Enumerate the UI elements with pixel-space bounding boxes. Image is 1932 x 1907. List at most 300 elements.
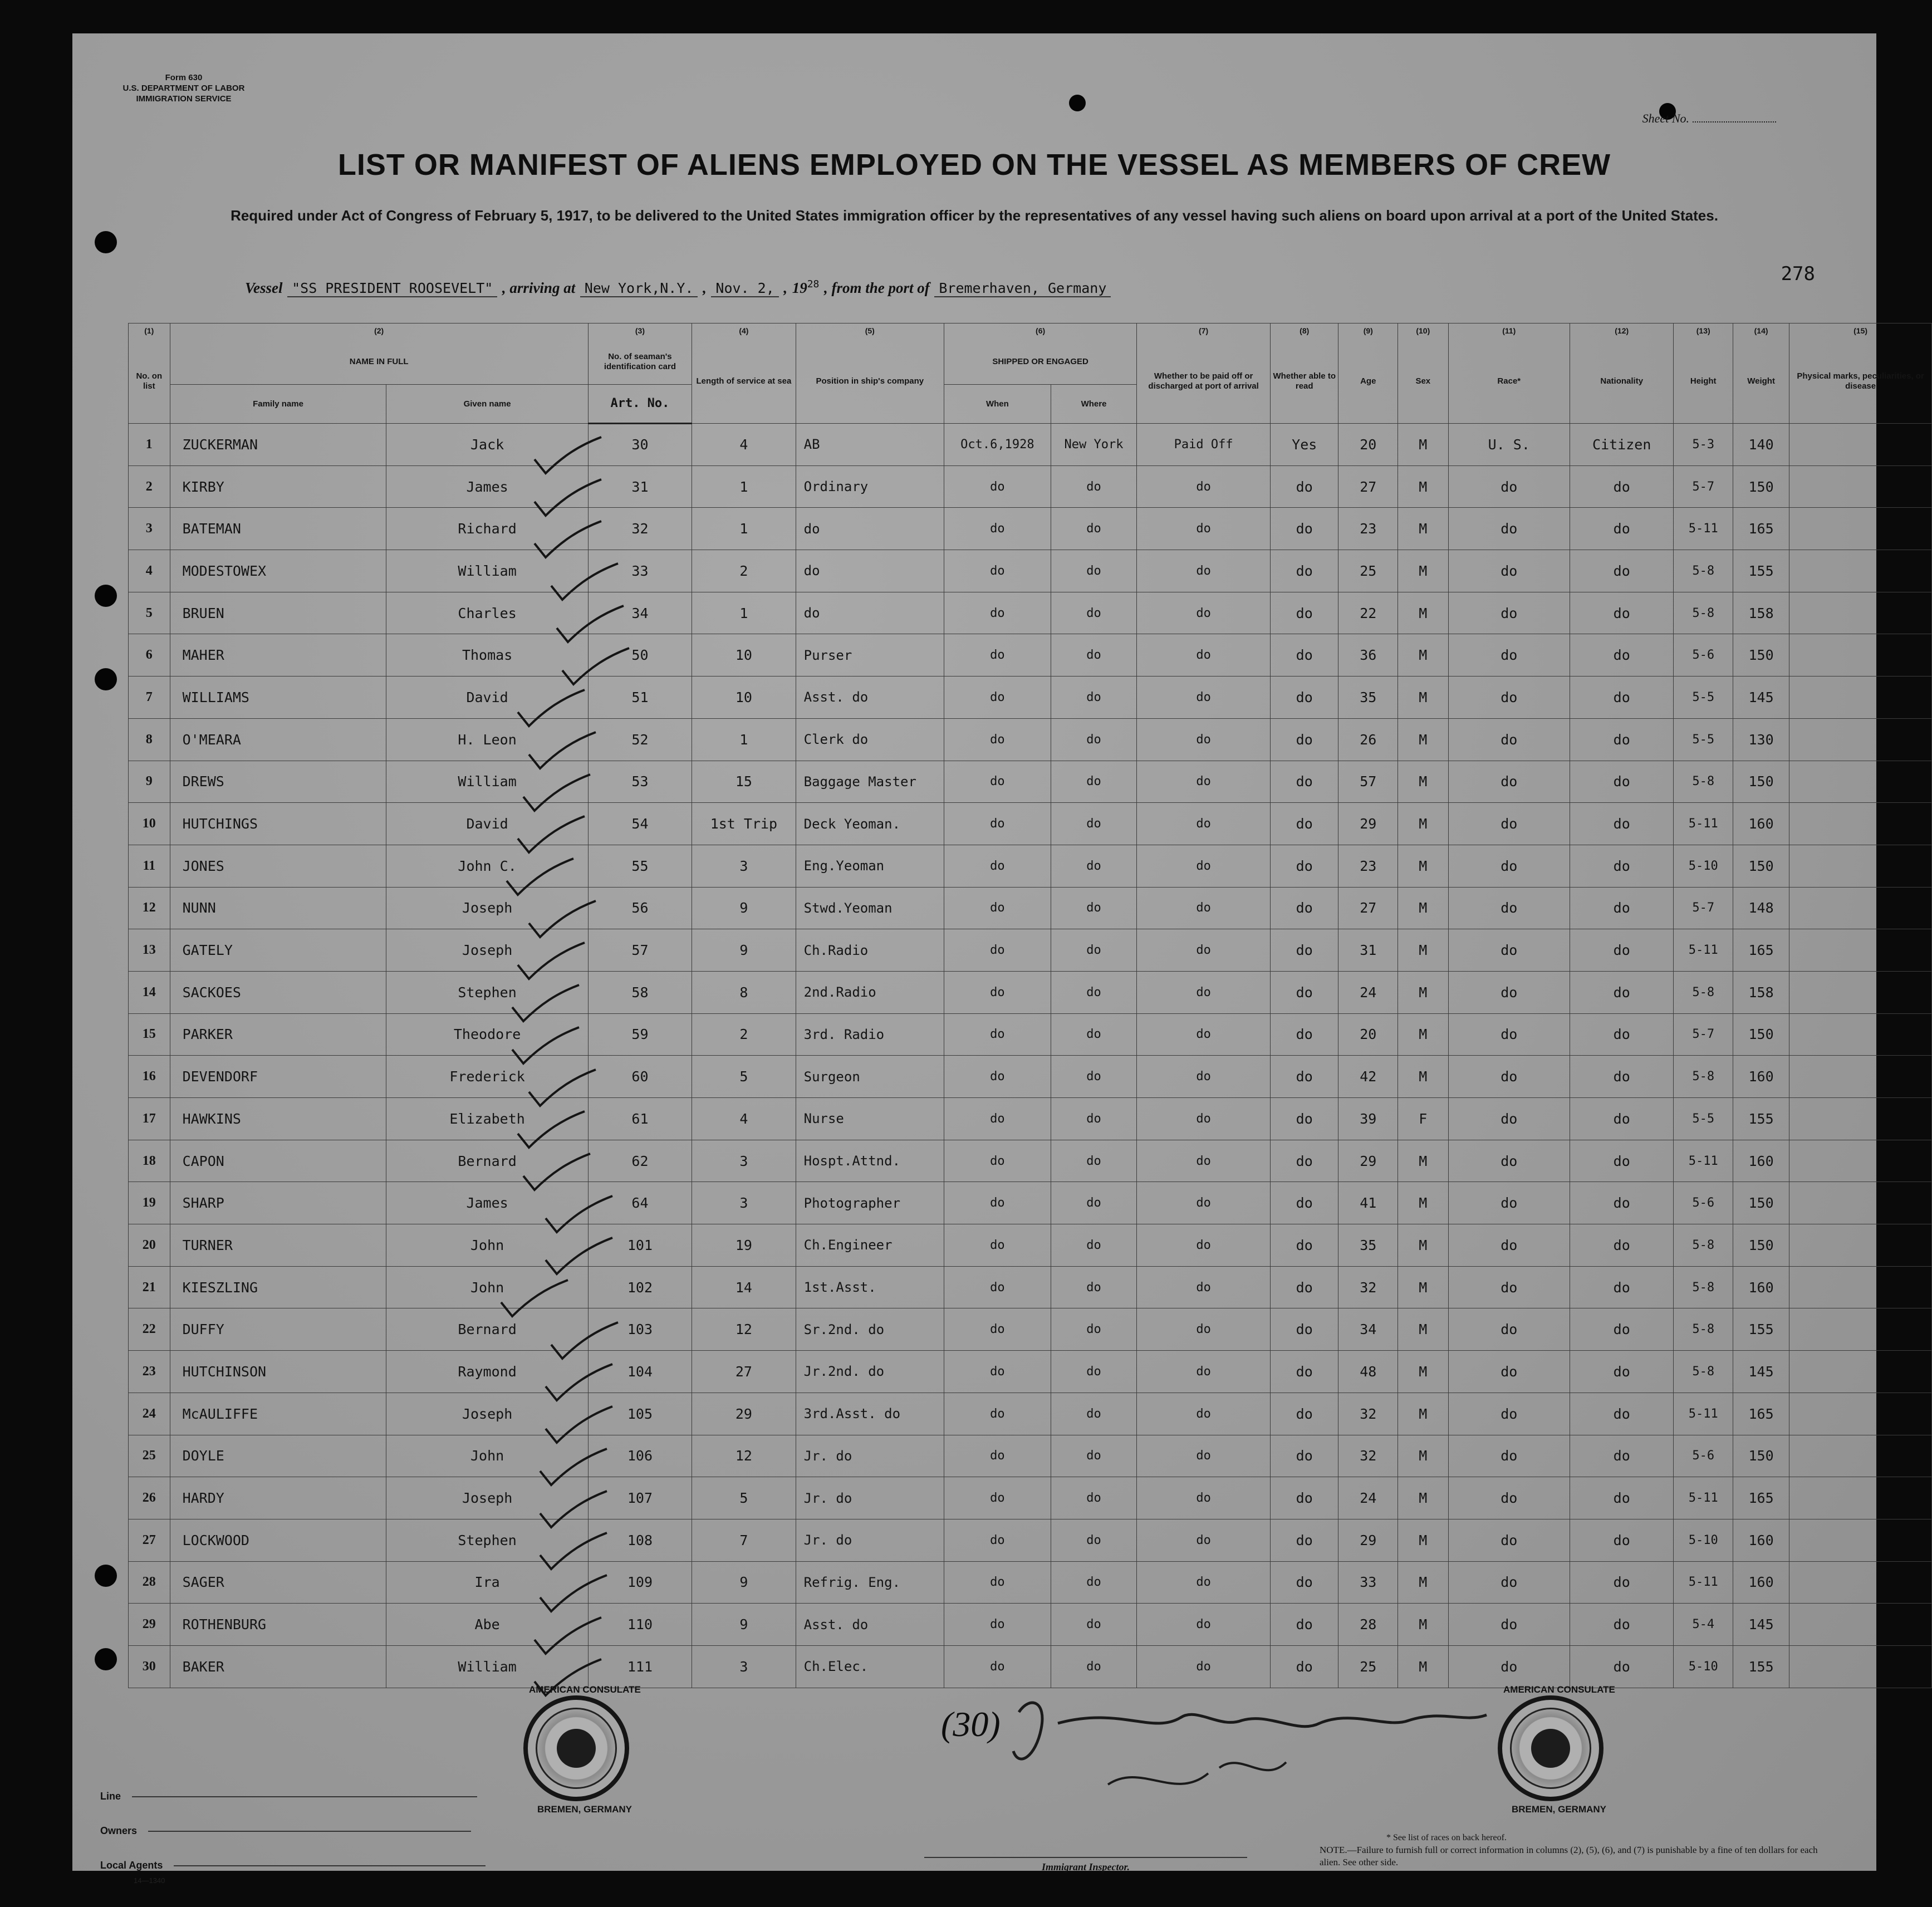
cell-given-name: William (386, 761, 588, 803)
punch-hole (95, 1648, 117, 1670)
cell-height: 5-7 (1674, 1013, 1733, 1056)
cell-position: Purser (796, 634, 944, 676)
cell-id-card-number: 103 (588, 1308, 692, 1351)
cell-given-name: Joseph (386, 929, 588, 972)
cell-id-card-number: 59 (588, 1013, 692, 1056)
cell-weight: 160 (1733, 803, 1789, 845)
cell-shipped-when: do (944, 1140, 1051, 1182)
footer-line-label: Line (100, 1791, 121, 1802)
cell-service-length: 1 (692, 465, 796, 508)
table-row (129, 550, 1932, 592)
cell-physical-marks (1789, 718, 1932, 761)
cell-row-number: 7 (129, 676, 170, 719)
cell-race: do (1448, 718, 1570, 761)
col-num-10: (10) (1398, 323, 1449, 340)
cell-sex: M (1398, 803, 1449, 845)
cell-weight: 145 (1733, 1604, 1789, 1646)
cell-position: Photographer (796, 1182, 944, 1224)
cell-shipped-where: do (1051, 1604, 1136, 1646)
cell-physical-marks (1789, 676, 1932, 719)
form-number: Form 630 (165, 73, 203, 82)
cell-paid-off: do (1137, 1013, 1271, 1056)
cell-shipped-where: do (1051, 1056, 1136, 1098)
header-position: Position in ship's company (796, 340, 944, 424)
table-row (129, 508, 1932, 550)
cell-able-to-read: do (1270, 1308, 1338, 1351)
cell-weight: 150 (1733, 761, 1789, 803)
cell-age: 20 (1338, 1013, 1398, 1056)
cell-weight: 145 (1733, 676, 1789, 719)
cell-race: do (1448, 1140, 1570, 1182)
cell-service-length: 2 (692, 550, 796, 592)
cell-paid-off: do (1137, 971, 1271, 1013)
cell-sex: M (1398, 1435, 1449, 1477)
cell-shipped-where: do (1051, 676, 1136, 719)
punch-hole (95, 231, 117, 253)
cell-race: do (1448, 1561, 1570, 1604)
cell-given-name: John (386, 1435, 588, 1477)
col-num-13: (13) (1674, 323, 1733, 340)
cell-weight: 140 (1733, 424, 1789, 466)
cell-weight: 155 (1733, 1098, 1789, 1140)
col-num-12: (12) (1570, 323, 1673, 340)
cell-able-to-read: do (1270, 1351, 1338, 1393)
cell-paid-off: do (1137, 1477, 1271, 1519)
cell-family-name: HAWKINS (170, 1098, 386, 1140)
cell-height: 5-8 (1674, 1224, 1733, 1267)
cell-row-number: 28 (129, 1561, 170, 1604)
cell-age: 35 (1338, 1224, 1398, 1267)
cell-able-to-read: do (1270, 887, 1338, 929)
cell-sex: M (1398, 1604, 1449, 1646)
cell-age: 42 (1338, 1056, 1398, 1098)
cell-race: do (1448, 1435, 1570, 1477)
header-no-on-list: No. on list (129, 340, 170, 424)
cell-service-length: 1st Trip (692, 803, 796, 845)
stamp-left-bottom-text: BREMEN, GERMANY (537, 1804, 632, 1815)
cell-given-name: H. Leon (386, 718, 588, 761)
cell-nationality: do (1570, 1477, 1673, 1519)
sheet-number-label: Sheet No. (1642, 111, 1689, 125)
cell-age: 29 (1338, 803, 1398, 845)
cell-race: do (1448, 508, 1570, 550)
cell-paid-off: do (1137, 550, 1271, 592)
cell-race: do (1448, 592, 1570, 634)
cell-sex: M (1398, 845, 1449, 887)
cell-shipped-where: New York (1051, 424, 1136, 466)
cell-race: do (1448, 676, 1570, 719)
cell-shipped-where: do (1051, 1393, 1136, 1435)
cell-family-name: DOYLE (170, 1435, 386, 1477)
col-num-15: (15) (1789, 323, 1932, 340)
fine-note: NOTE.—Failure to furnish full or correct information in columns (2), (5), (6), and (7) is punishable by a fine of ten dollars for each alien. See other side. (1320, 1845, 1818, 1867)
cell-paid-off: do (1137, 887, 1271, 929)
vessel-name: "SS PRESIDENT ROOSEVELT" (287, 280, 497, 297)
cell-position: Deck Yeoman. (796, 803, 944, 845)
arrival-year: 28 (807, 278, 820, 290)
cell-row-number: 15 (129, 1013, 170, 1056)
cell-weight: 160 (1733, 1056, 1789, 1098)
cell-able-to-read: do (1270, 803, 1338, 845)
cell-id-card-number: 104 (588, 1351, 692, 1393)
cell-shipped-when: do (944, 1098, 1051, 1140)
cell-sex: M (1398, 1266, 1449, 1308)
cell-row-number: 16 (129, 1056, 170, 1098)
footer-fields (100, 1779, 486, 1883)
cell-able-to-read: do (1270, 1224, 1338, 1267)
cell-row-number: 19 (129, 1182, 170, 1224)
cell-age: 32 (1338, 1435, 1398, 1477)
cell-shipped-where: do (1051, 634, 1136, 676)
col-num-5: (5) (796, 323, 944, 340)
cell-service-length: 29 (692, 1393, 796, 1435)
cell-family-name: PARKER (170, 1013, 386, 1056)
cell-age: 48 (1338, 1351, 1398, 1393)
cell-sex: M (1398, 1182, 1449, 1224)
cell-age: 27 (1338, 887, 1398, 929)
cell-service-length: 9 (692, 929, 796, 972)
cell-nationality: do (1570, 1182, 1673, 1224)
cell-physical-marks (1789, 1477, 1932, 1519)
cell-position: Jr.2nd. do (796, 1351, 944, 1393)
cell-race: do (1448, 887, 1570, 929)
cell-nationality: do (1570, 634, 1673, 676)
cell-height: 5-4 (1674, 1604, 1733, 1646)
cell-nationality: do (1570, 1308, 1673, 1351)
cell-age: 22 (1338, 592, 1398, 634)
cell-weight: 150 (1733, 1435, 1789, 1477)
form-code: 14—1340 (134, 1876, 165, 1885)
cell-row-number: 14 (129, 971, 170, 1013)
cell-race: do (1448, 550, 1570, 592)
cell-weight: 165 (1733, 929, 1789, 972)
cell-sex: M (1398, 592, 1449, 634)
cell-id-card-number: 33 (588, 550, 692, 592)
cell-age: 36 (1338, 634, 1398, 676)
cell-shipped-when: do (944, 803, 1051, 845)
consulate-stamp-left (523, 1695, 629, 1801)
cell-nationality: do (1570, 1645, 1673, 1688)
cell-nationality: Citizen (1570, 424, 1673, 466)
cell-position: do (796, 508, 944, 550)
cell-id-card-number: 105 (588, 1393, 692, 1435)
table-row (129, 676, 1932, 719)
cell-physical-marks (1789, 803, 1932, 845)
cell-row-number: 3 (129, 508, 170, 550)
cell-age: 20 (1338, 424, 1398, 466)
cell-service-length: 9 (692, 1604, 796, 1646)
cell-nationality: do (1570, 1098, 1673, 1140)
cell-paid-off: do (1137, 634, 1271, 676)
cell-weight: 160 (1733, 1561, 1789, 1604)
cell-weight: 155 (1733, 1645, 1789, 1688)
cell-weight: 130 (1733, 718, 1789, 761)
col-num-9: (9) (1338, 323, 1398, 340)
cell-physical-marks (1789, 465, 1932, 508)
table-row (129, 424, 1932, 466)
cell-physical-marks (1789, 971, 1932, 1013)
cell-nationality: do (1570, 508, 1673, 550)
cell-age: 41 (1338, 1182, 1398, 1224)
vessel-line: Vessel "SS PRESIDENT ROOSEVELT" , arriving at New York,N.Y. , Nov. 2, , 1928 , from the port of Bremerhaven, Germany (245, 278, 1111, 297)
cell-nationality: do (1570, 1056, 1673, 1098)
cell-family-name: ZUCKERMAN (170, 424, 386, 466)
cell-given-name: David (386, 803, 588, 845)
cell-weight: 150 (1733, 1224, 1789, 1267)
cell-shipped-when: do (944, 1266, 1051, 1308)
arrival-date: Nov. 2, (711, 280, 778, 297)
manifest-sheet (72, 33, 1924, 1885)
table-row (129, 1477, 1932, 1519)
cell-sex: M (1398, 1013, 1449, 1056)
cell-physical-marks (1789, 1519, 1932, 1561)
cell-race: do (1448, 465, 1570, 508)
cell-shipped-when: do (944, 1224, 1051, 1267)
cell-weight: 160 (1733, 1140, 1789, 1182)
cell-position: Stwd.Yeoman (796, 887, 944, 929)
cell-given-name: Theodore (386, 1013, 588, 1056)
cell-age: 25 (1338, 1645, 1398, 1688)
cell-shipped-where: do (1051, 1140, 1136, 1182)
cell-age: 26 (1338, 718, 1398, 761)
cell-position: Baggage Master (796, 761, 944, 803)
cell-position: do (796, 592, 944, 634)
cell-service-length: 4 (692, 1098, 796, 1140)
cell-sex: M (1398, 761, 1449, 803)
year-prefix: 19 (792, 280, 807, 296)
cell-race: do (1448, 929, 1570, 972)
cell-service-length: 5 (692, 1477, 796, 1519)
cell-sex: M (1398, 1561, 1449, 1604)
cell-id-card-number: 50 (588, 634, 692, 676)
cell-weight: 150 (1733, 1013, 1789, 1056)
cell-given-name: Charles (386, 592, 588, 634)
cell-nationality: do (1570, 550, 1673, 592)
cell-position: 1st.Asst. (796, 1266, 944, 1308)
cell-height: 5-8 (1674, 1308, 1733, 1351)
cell-shipped-when: do (944, 1056, 1051, 1098)
cell-row-number: 6 (129, 634, 170, 676)
cell-position: Eng.Yeoman (796, 845, 944, 887)
cell-given-name: Stephen (386, 1519, 588, 1561)
cell-race: U. S. (1448, 424, 1570, 466)
cell-height: 5-8 (1674, 1056, 1733, 1098)
cell-shipped-where: do (1051, 508, 1136, 550)
cell-paid-off: do (1137, 508, 1271, 550)
cell-able-to-read: do (1270, 1645, 1338, 1688)
cell-age: 28 (1338, 1604, 1398, 1646)
cell-family-name: O'MEARA (170, 718, 386, 761)
cell-nationality: do (1570, 1435, 1673, 1477)
cell-nationality: do (1570, 1140, 1673, 1182)
col-num-4: (4) (692, 323, 796, 340)
cell-id-card-number: 108 (588, 1519, 692, 1561)
cell-shipped-where: do (1051, 971, 1136, 1013)
cell-given-name: Ira (386, 1561, 588, 1604)
punch-hole (95, 585, 117, 607)
cell-age: 23 (1338, 845, 1398, 887)
cell-race: do (1448, 803, 1570, 845)
table-row (129, 1056, 1932, 1098)
page-title: LIST OR MANIFEST OF ALIENS EMPLOYED ON THE VESSEL AS MEMBERS OF CREW (337, 148, 1611, 182)
header-height: Height (1674, 340, 1733, 424)
cell-nationality: do (1570, 1351, 1673, 1393)
cell-position: Jr. do (796, 1435, 944, 1477)
cell-row-number: 13 (129, 929, 170, 972)
cell-able-to-read: do (1270, 971, 1338, 1013)
cell-shipped-when: do (944, 761, 1051, 803)
cell-nationality: do (1570, 1266, 1673, 1308)
cell-row-number: 23 (129, 1351, 170, 1393)
cell-shipped-when: do (944, 1308, 1051, 1351)
cell-given-name: Bernard (386, 1140, 588, 1182)
cell-position: Ch.Engineer (796, 1224, 944, 1267)
cell-nationality: do (1570, 1604, 1673, 1646)
cell-family-name: DREWS (170, 761, 386, 803)
cell-weight: 160 (1733, 1266, 1789, 1308)
cell-able-to-read: do (1270, 1477, 1338, 1519)
col-num-6: (6) (944, 323, 1136, 340)
col-num-7: (7) (1137, 323, 1271, 340)
cell-service-length: 1 (692, 508, 796, 550)
cell-family-name: KIRBY (170, 465, 386, 508)
cell-weight: 155 (1733, 1308, 1789, 1351)
header-when: When (944, 385, 1051, 424)
cell-physical-marks (1789, 1308, 1932, 1351)
cell-able-to-read: do (1270, 1393, 1338, 1435)
table-row (129, 971, 1932, 1013)
cell-nationality: do (1570, 761, 1673, 803)
header-age: Age (1338, 340, 1398, 424)
cell-paid-off: do (1137, 1098, 1271, 1140)
cell-weight: 165 (1733, 508, 1789, 550)
cell-physical-marks (1789, 1182, 1932, 1224)
cell-service-length: 8 (692, 971, 796, 1013)
cell-position: Surgeon (796, 1056, 944, 1098)
cell-row-number: 29 (129, 1604, 170, 1646)
cell-position: 3rd. Radio (796, 1013, 944, 1056)
page-subtitle: Required under Act of Congress of February 5, 1917, to be delivered to the United States immigration officer by the representatives of any vessel having such aliens on board upon arrival at a port of the United States. (231, 207, 1718, 224)
cell-sex: M (1398, 424, 1449, 466)
cell-row-number: 12 (129, 887, 170, 929)
cell-position: Refrig. Eng. (796, 1561, 944, 1604)
cell-shipped-when: do (944, 1182, 1051, 1224)
cell-service-length: 9 (692, 887, 796, 929)
cell-row-number: 11 (129, 845, 170, 887)
table-row (129, 1098, 1932, 1140)
table-row (129, 1645, 1932, 1688)
cell-given-name: John (386, 1266, 588, 1308)
punch-hole (95, 668, 117, 690)
cell-weight: 148 (1733, 887, 1789, 929)
header-given-name: Given name (386, 385, 588, 424)
cell-height: 5-6 (1674, 1435, 1733, 1477)
cell-family-name: WILLIAMS (170, 676, 386, 719)
cell-height: 5-11 (1674, 1140, 1733, 1182)
cell-age: 29 (1338, 1519, 1398, 1561)
cell-shipped-where: do (1051, 1561, 1136, 1604)
header-art-no: Art. No. (588, 385, 692, 424)
cell-physical-marks (1789, 634, 1932, 676)
vessel-label: Vessel (245, 280, 283, 296)
cell-position: Asst. do (796, 1604, 944, 1646)
cell-service-length: 12 (692, 1308, 796, 1351)
cell-height: 5-11 (1674, 1561, 1733, 1604)
cell-family-name: HARDY (170, 1477, 386, 1519)
cell-sex: M (1398, 1477, 1449, 1519)
cell-family-name: JONES (170, 845, 386, 887)
cell-position: Ch.Elec. (796, 1645, 944, 1688)
cell-height: 5-5 (1674, 1098, 1733, 1140)
cell-height: 5-11 (1674, 1477, 1733, 1519)
cell-row-number: 10 (129, 803, 170, 845)
cell-given-name: Frederick (386, 1056, 588, 1098)
cell-physical-marks (1789, 424, 1932, 466)
cell-shipped-when: do (944, 1013, 1051, 1056)
cell-physical-marks (1789, 1351, 1932, 1393)
cell-row-number: 20 (129, 1224, 170, 1267)
cell-shipped-where: do (1051, 1645, 1136, 1688)
cell-paid-off: do (1137, 718, 1271, 761)
cell-physical-marks (1789, 1645, 1932, 1688)
cell-service-length: 3 (692, 1182, 796, 1224)
form-header (106, 72, 262, 104)
cell-family-name: NUNN (170, 887, 386, 929)
cell-id-card-number: 51 (588, 676, 692, 719)
cell-sex: F (1398, 1098, 1449, 1140)
cell-able-to-read: do (1270, 508, 1338, 550)
cell-sex: M (1398, 1308, 1449, 1351)
cell-service-length: 3 (692, 1645, 796, 1688)
cell-shipped-where: do (1051, 761, 1136, 803)
cell-able-to-read: do (1270, 1604, 1338, 1646)
cell-physical-marks (1789, 592, 1932, 634)
cell-paid-off: do (1137, 1393, 1271, 1435)
cell-age: 33 (1338, 1561, 1398, 1604)
cell-race: do (1448, 1477, 1570, 1519)
cell-shipped-where: do (1051, 1351, 1136, 1393)
table-row (129, 803, 1932, 845)
cell-sex: M (1398, 1645, 1449, 1688)
cell-shipped-when: do (944, 1561, 1051, 1604)
cell-id-card-number: 101 (588, 1224, 692, 1267)
cell-able-to-read: do (1270, 676, 1338, 719)
cell-family-name: DUFFY (170, 1308, 386, 1351)
cell-row-number: 30 (129, 1645, 170, 1688)
cell-row-number: 4 (129, 550, 170, 592)
cell-height: 5-3 (1674, 424, 1733, 466)
cell-age: 31 (1338, 929, 1398, 972)
cell-sex: M (1398, 634, 1449, 676)
cell-race: do (1448, 1519, 1570, 1561)
cell-paid-off: do (1137, 1645, 1271, 1688)
cell-age: 34 (1338, 1308, 1398, 1351)
cell-height: 5-6 (1674, 1182, 1733, 1224)
cell-shipped-when: do (944, 592, 1051, 634)
cell-nationality: do (1570, 465, 1673, 508)
cell-id-card-number: 52 (588, 718, 692, 761)
cell-age: 32 (1338, 1393, 1398, 1435)
cell-id-card-number: 30 (588, 424, 692, 466)
cell-service-length: 1 (692, 592, 796, 634)
cell-id-card-number: 32 (588, 508, 692, 550)
cell-given-name: James (386, 1182, 588, 1224)
cell-given-name: John C. (386, 845, 588, 887)
footer-agents-label: Local Agents (100, 1860, 163, 1871)
table-row (129, 1013, 1932, 1056)
cell-service-length: 4 (692, 424, 796, 466)
cell-able-to-read: do (1270, 1013, 1338, 1056)
